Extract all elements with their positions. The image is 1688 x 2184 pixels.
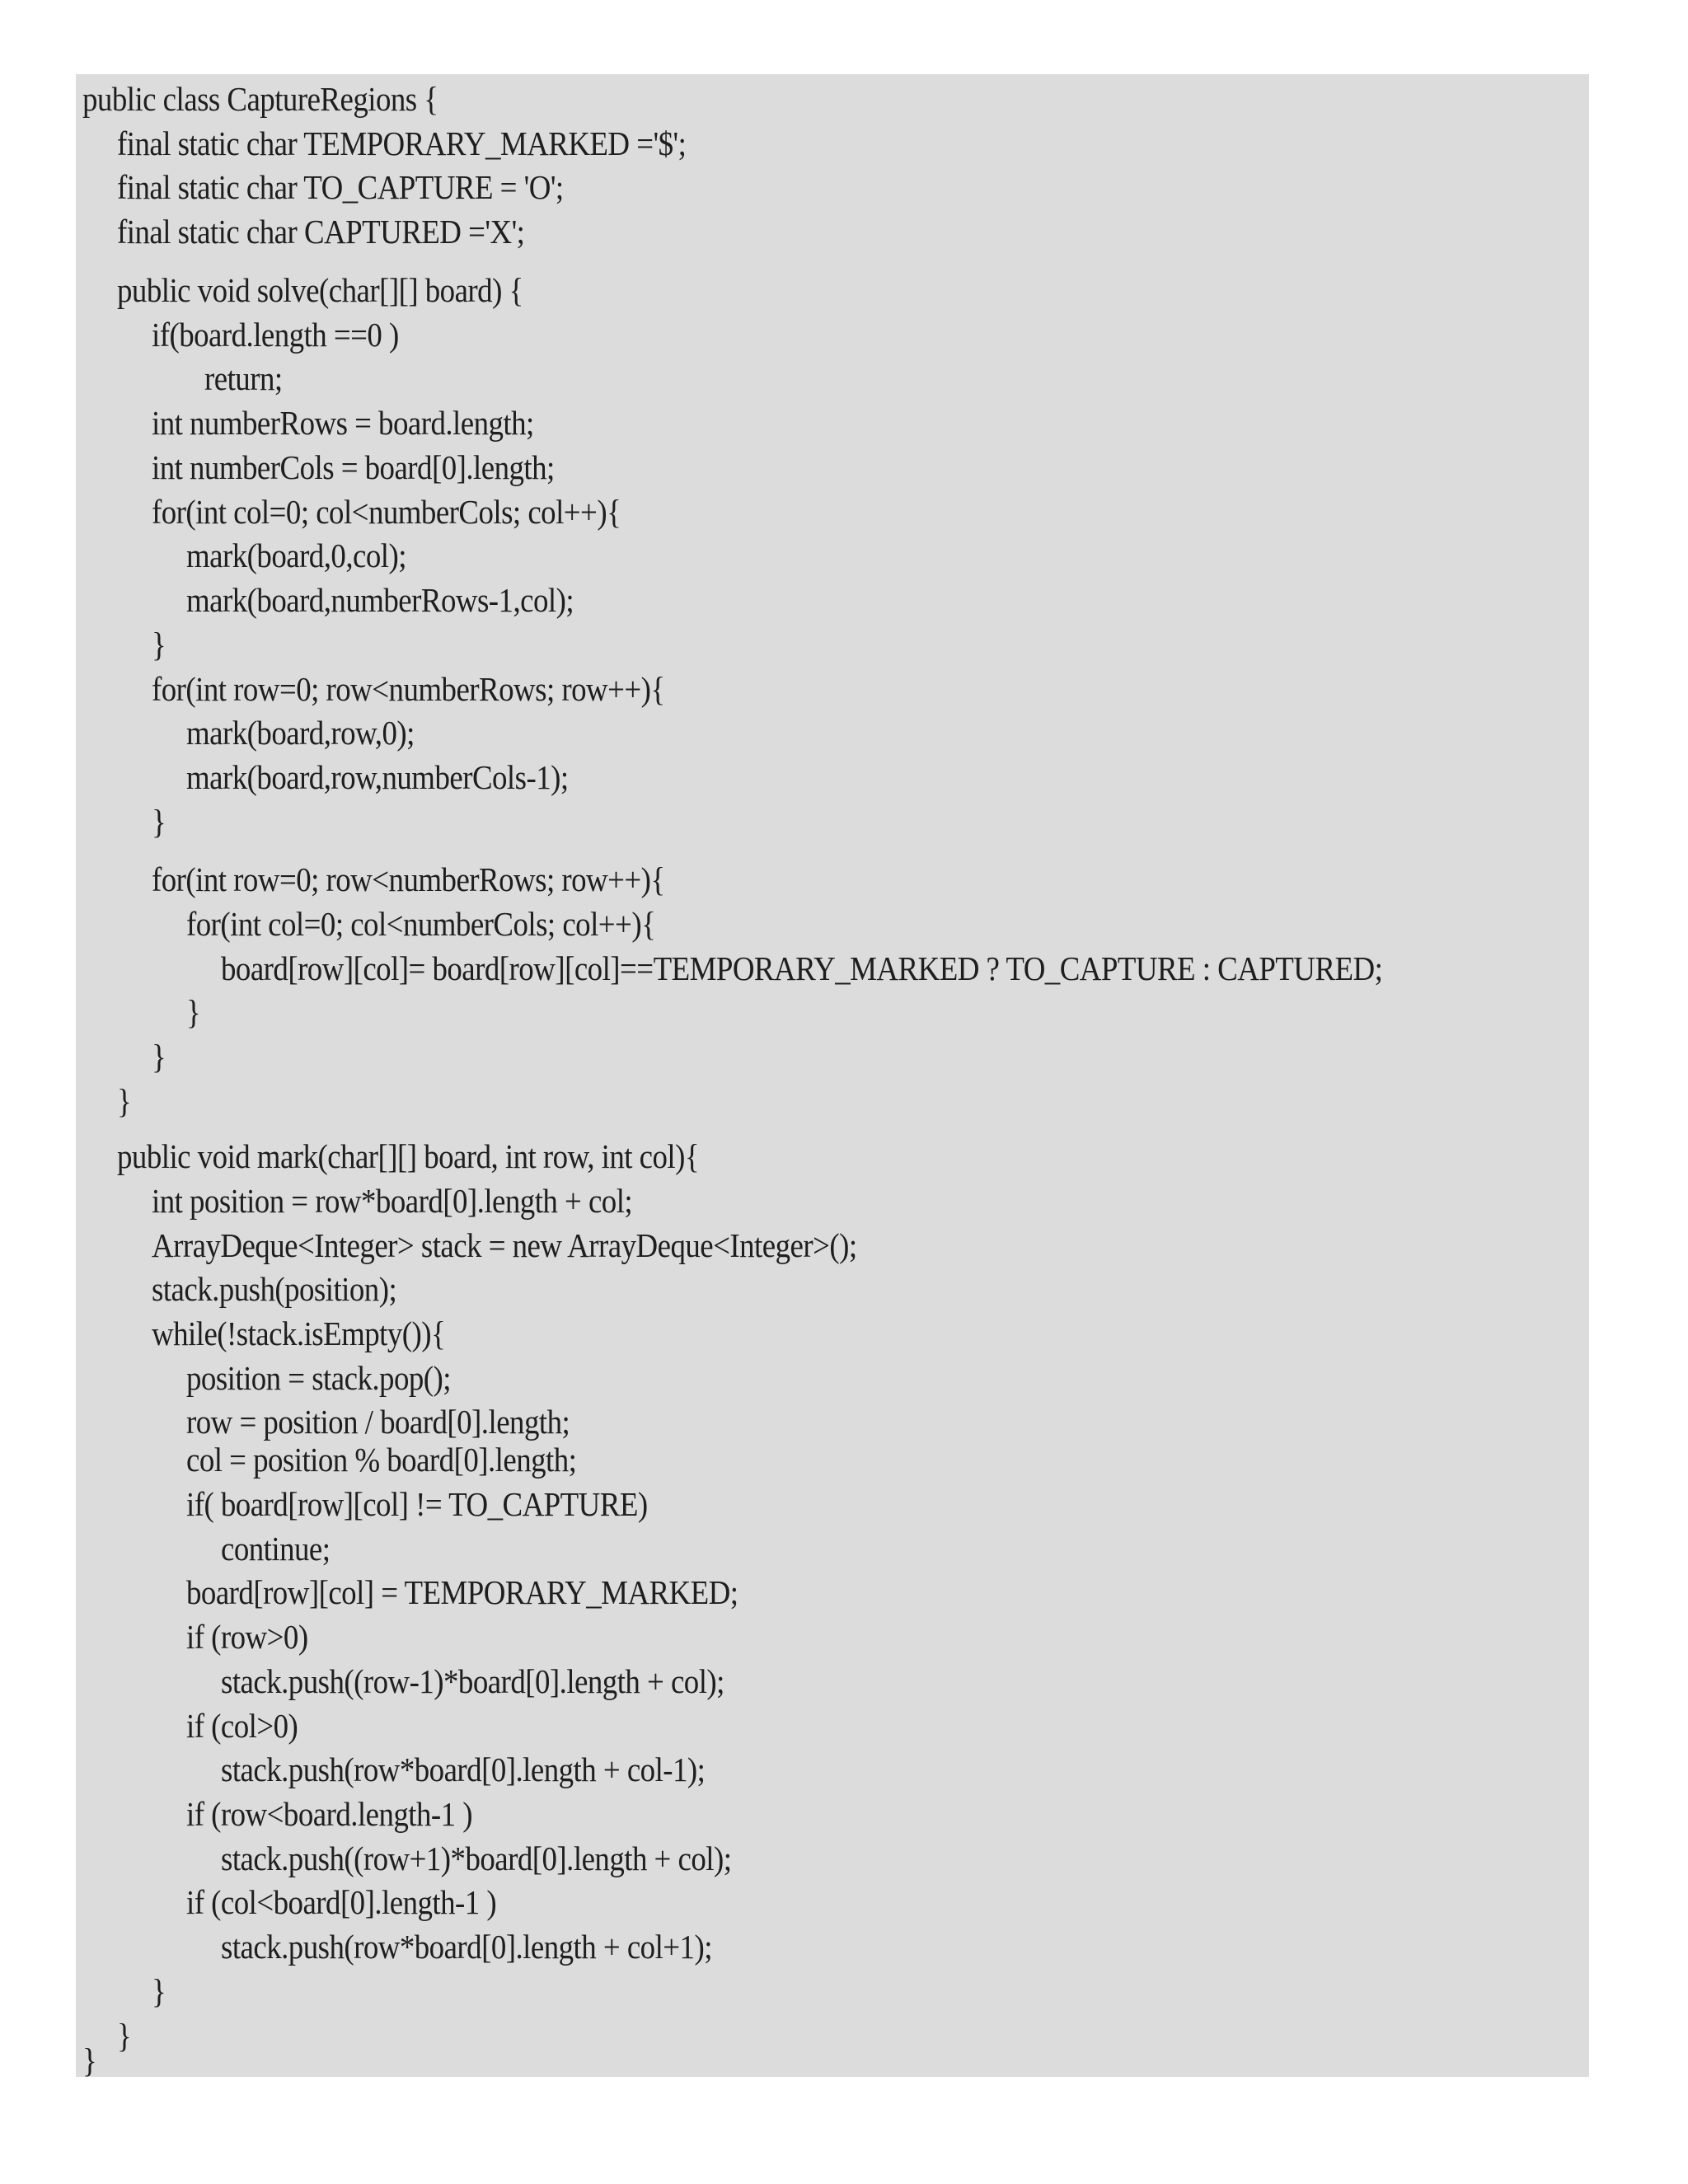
code-line: int position = row*board[0].length + col; (152, 1182, 633, 1220)
code-line: continue; (221, 1530, 331, 1568)
code-line: mark(board,row,numberCols-1); (186, 758, 569, 796)
code-line: } (152, 626, 166, 663)
code-line: mark(board,numberRows-1,col); (186, 581, 574, 619)
code-line: row = position / board[0].length; (186, 1403, 570, 1441)
code-line: } (186, 993, 201, 1031)
code-line: } (152, 803, 166, 841)
code-line: if (col>0) (186, 1707, 298, 1745)
code-line: if (col<board[0].length-1 ) (186, 1883, 497, 1921)
code-line: stack.push((row-1)*board[0].length + col); (221, 1662, 724, 1700)
code-line: if(board.length ==0 ) (152, 316, 399, 354)
code-line: return; (204, 359, 283, 397)
code-line: public class CaptureRegions { (82, 80, 438, 118)
code-line: col = position % board[0].length; (186, 1441, 577, 1479)
code-line: board[row][col]= board[row][col]==TEMPORARY_MARKED ? TO_CAPTURE : CAPTURED; (221, 949, 1383, 987)
code-line: } (152, 1972, 166, 2010)
code-line: int numberCols = board[0].length; (152, 448, 555, 486)
code-line: board[row][col] = TEMPORARY_MARKED; (186, 1573, 738, 1611)
code-line: public void solve(char[][] board) { (117, 271, 523, 309)
code-line: position = stack.pop(); (186, 1359, 451, 1397)
code-line: stack.push(row*board[0].length + col-1); (221, 1750, 706, 1788)
code-line: public void mark(char[][] board, int row, int col){ (117, 1137, 700, 1175)
code-line: final static char TEMPORARY_MARKED ='$'; (117, 124, 687, 162)
code-line: for(int row=0; row<numberRows; row++){ (152, 860, 665, 898)
code-line: final static char CAPTURED ='X'; (117, 213, 525, 251)
code-line: for(int row=0; row<numberRows; row++){ (152, 670, 665, 708)
code-line: int numberRows = board.length; (152, 404, 534, 442)
code-listing (76, 74, 1589, 2077)
code-line: stack.push((row+1)*board[0].length + col); (221, 1840, 732, 1877)
code-line: } (117, 2017, 132, 2055)
code-line: mark(board,0,col); (186, 537, 406, 574)
code-line: if (row<board.length-1 ) (186, 1795, 473, 1833)
code-line: for(int col=0; col<numberCols; col++){ (186, 905, 656, 943)
code-line: mark(board,row,0); (186, 714, 415, 752)
code-line: } (152, 1038, 166, 1076)
code-line: for(int col=0; col<numberCols; col++){ (152, 493, 621, 531)
code-line: if( board[row][col] != TO_CAPTURE) (186, 1485, 648, 1523)
code-line: while(!stack.isEmpty()){ (152, 1315, 446, 1352)
code-line: } (117, 1082, 132, 1120)
code-line: } (82, 2041, 97, 2079)
code-line: stack.push(position); (152, 1270, 397, 1308)
code-line: final static char TO_CAPTURE = 'O'; (117, 168, 564, 206)
code-line: if (row>0) (186, 1618, 308, 1656)
code-line: ArrayDeque<Integer> stack = new ArrayDeque<Integer>(); (152, 1226, 857, 1264)
code-line: stack.push(row*board[0].length + col+1); (221, 1928, 712, 1966)
